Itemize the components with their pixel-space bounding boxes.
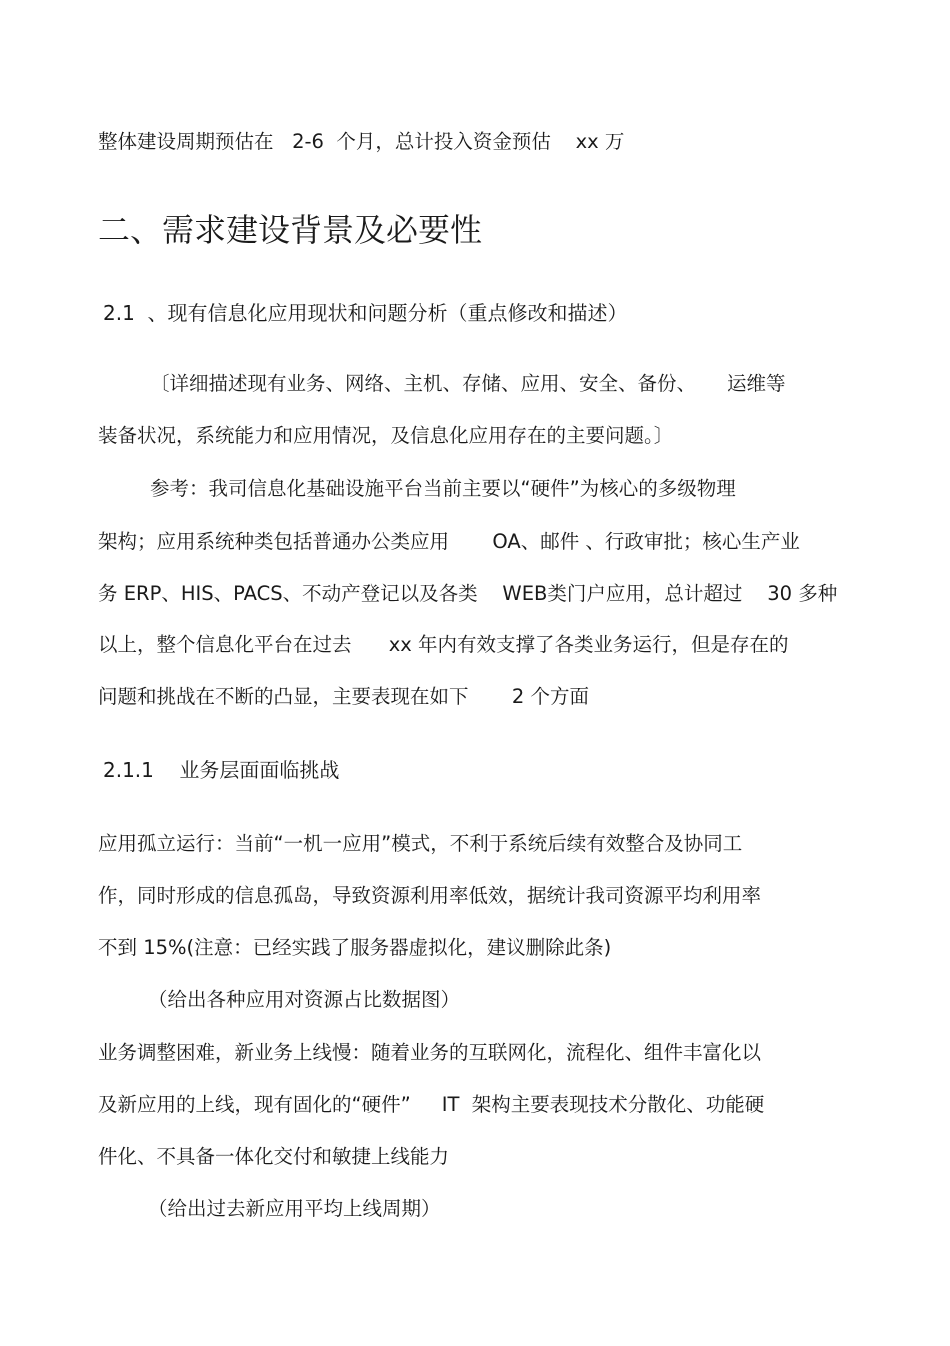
intro-line: 整体建设周期预估在 2-6 个月，总计投入资金预估 xx 万 [98,130,625,153]
note-1: （给出各种应用对资源占比数据图） [148,988,461,1011]
reference-line-3: 务 ERP、HIS、PACS、不动产登记以及各类 WEB类门户应用，总计超过 30 多种 [98,582,838,605]
instruction-line-1: 〔详细描述现有业务、网络、主机、存储、应用、安全、备份、 运维等 [150,372,786,395]
section-2-1-1-heading: 2.1.1 业务层面面临挑战 [103,758,340,782]
paragraph-2-line-3: 件化、不具备一体化交付和敏捷上线能力 [98,1145,450,1168]
instruction-line-2: 装备状况，系统能力和应用情况，及信息化应用存在的主要问题。〕 [98,424,674,447]
paragraph-1-line-2: 作，同时形成的信息孤岛，导致资源利用率低效，据统计我司资源平均利用率 [98,884,762,907]
paragraph-2-line-2: 及新应用的上线，现有固化的“硬件” IT 架构主要表现技术分散化、功能硬 [98,1093,765,1116]
reference-line-2: 架构；应用系统种类包括普通办公类应用 OA、邮件 、行政审批；核心生产业 [98,530,800,553]
reference-line-4: 以上，整个信息化平台在过去 xx 年内有效支撑了各类业务运行，但是存在的 [98,633,789,656]
reference-line-1: 参考：我司信息化基础设施平台当前主要以“硬件”为核心的多级物理 [150,477,736,500]
reference-line-5: 问题和挑战在不断的凸显，主要表现在如下 2 个方面 [98,685,589,708]
paragraph-1-line-1: 应用孤立运行：当前“一机一应用”模式，不利于系统后续有效整合及协同工 [98,832,743,855]
paragraph-2-line-1: 业务调整困难，新业务上线慢：随着业务的互联网化，流程化、组件丰富化以 [98,1041,762,1064]
section-2-1-heading: 2.1 、现有信息化应用现状和问题分析（重点修改和描述） [103,301,628,325]
section-2-title: 二、需求建设背景及必要性 [98,211,483,249]
paragraph-1-line-3: 不到 15%(注意：已经实践了服务器虚拟化，建议删除此条) [98,936,612,959]
note-2: （给出过去新应用平均上线周期） [148,1197,441,1220]
